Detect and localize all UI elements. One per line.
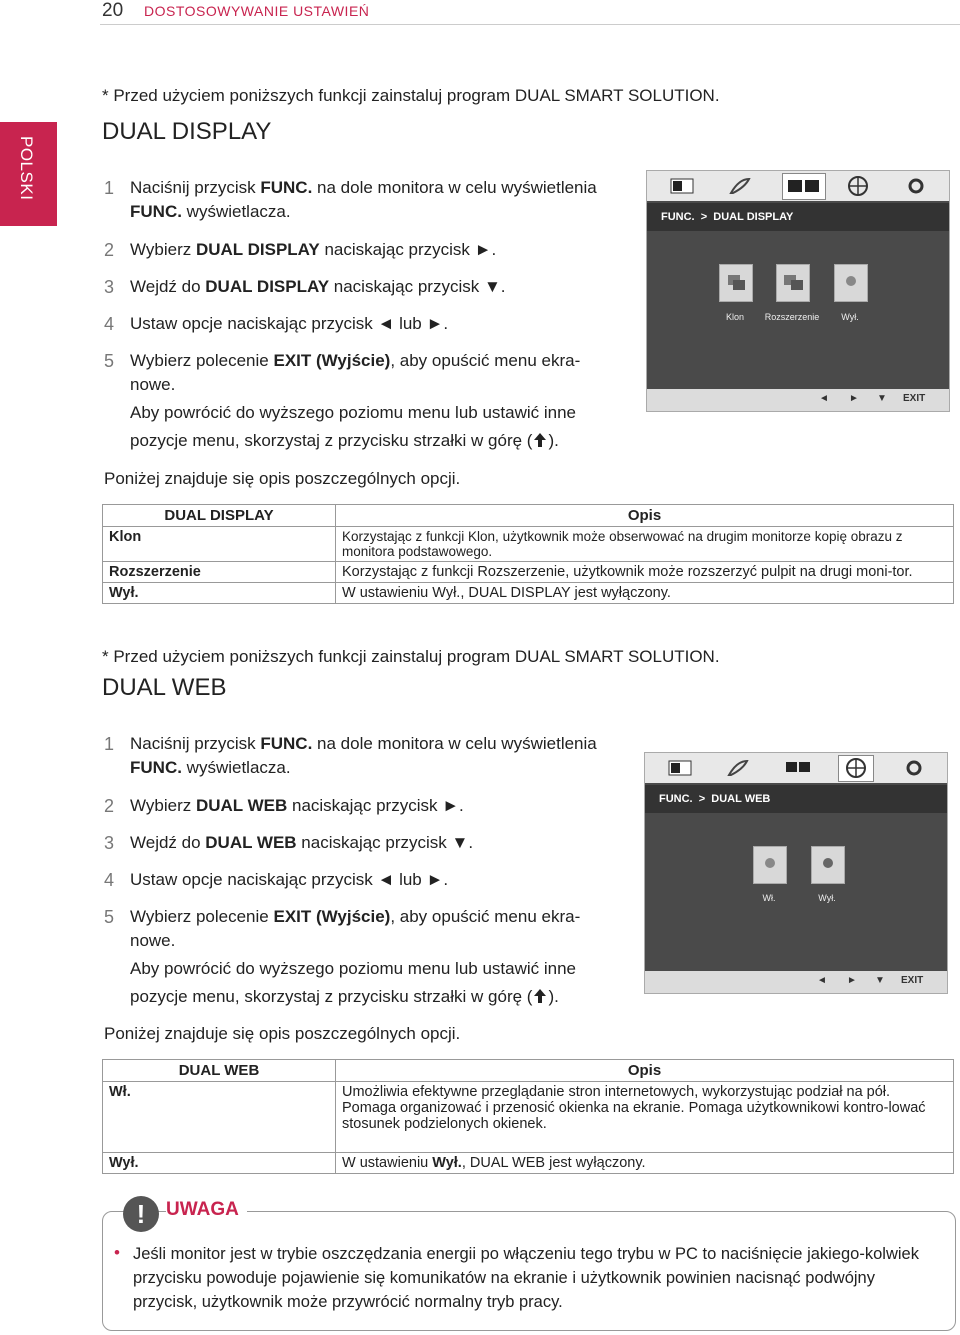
osd-option-wyl[interactable] (811, 846, 845, 884)
table-row (103, 562, 954, 583)
osd-label-wyl: Wył. (818, 893, 836, 903)
color-brush-icon (727, 175, 753, 197)
gear-icon (901, 757, 927, 779)
step-text: naciskając przycisk ►. (319, 240, 497, 259)
section-title-dual-web: DUAL WEB (102, 674, 227, 701)
step-text: Wybierz (130, 240, 196, 259)
osd-label-wyl: Wył. (841, 312, 859, 322)
page-header-title: DOSTOSOWYWANIE USTAWIEŃ (144, 3, 370, 19)
step-number: 1 (104, 734, 115, 754)
step-number: 2 (104, 796, 115, 816)
table-header-description: Opis (336, 1060, 954, 1082)
table-header-row (103, 1060, 954, 1082)
step-bold: FUNC. (130, 758, 182, 777)
caution-title: UWAGA (166, 1199, 247, 1221)
table-cell-key: Wył. (103, 1153, 336, 1174)
step-text: na dole monitora w celu wyświetlenia (312, 734, 597, 753)
step-number: 5 (104, 907, 115, 927)
step-number: 5 (104, 351, 115, 371)
bullet-icon: • (114, 1243, 120, 1262)
step-text: , aby opuścić menu ekra-nowe. (130, 907, 581, 950)
step-5 (104, 905, 624, 953)
osd-breadcrumb: FUNC. > DUAL WEB (645, 785, 947, 813)
step-number: 2 (104, 240, 115, 260)
gear-icon (903, 175, 929, 197)
osd-option-wl[interactable] (753, 846, 787, 884)
osd-option-rozszerzenie[interactable] (776, 264, 810, 302)
osd-footer (645, 971, 947, 993)
osd-breadcrumb: FUNC. > DUAL DISPLAY (647, 203, 949, 231)
table-header-row (103, 505, 954, 527)
install-note: * Przed użyciem poniższych funkcji zainstaluj program DUAL SMART SOLUTION. (102, 86, 720, 105)
table-cell-value: Korzystając z funkcji Klon, użytkownik może obserwować na drugim monitorze kopię obrazu z monitora podstawowego. (336, 527, 954, 562)
step-1 (104, 176, 624, 224)
step-bold: FUNC. (260, 178, 313, 197)
step-number: 3 (104, 833, 115, 853)
down-arrow-icon[interactable]: ▼ (875, 975, 885, 986)
step-text: Ustaw opcje naciskając przycisk ◄ lub ►. (130, 870, 449, 889)
up-arrow-icon (532, 985, 548, 1001)
step-bold: EXIT (Wyjście) (273, 351, 391, 370)
step-bold: DUAL DISPLAY (205, 277, 330, 296)
table-row (103, 583, 954, 604)
step-number: 3 (104, 277, 115, 297)
table-cell-value: W ustawieniu Wył., DUAL WEB jest wyłączony. (336, 1153, 954, 1174)
table-header-option: DUAL DISPLAY (103, 505, 336, 527)
up-arrow-icon (532, 429, 548, 445)
table-header-description: Opis (336, 505, 954, 527)
step-text: Ustaw opcje naciskając przycisk ◄ lub ►. (130, 314, 449, 333)
osd-label-rozszerzenie: Rozszerzenie (764, 312, 820, 322)
color-brush-icon (725, 757, 751, 779)
back-instruction-line2: pozycje menu, skorzystaj z przycisku strzałki w górę ( ). (130, 987, 559, 1006)
osd-icon-bar (647, 171, 949, 201)
back-instruction-line1: Aby powrócić do wyższego poziomu menu lub ustawić inne (130, 403, 577, 422)
picture-mode-icon (667, 757, 693, 779)
page-number: 20 (102, 0, 124, 21)
step-text: Naciśnij przycisk (130, 734, 261, 753)
left-arrow-icon[interactable]: ◄ (819, 393, 829, 404)
step-text: Wybierz polecenie (130, 907, 274, 926)
table-cell-key: Klon (103, 527, 336, 562)
step-bold: FUNC. (130, 202, 182, 221)
step-bold: DUAL WEB (195, 796, 288, 815)
table-cell-value: Korzystając z funkcji Rozszerzenie, użytkownik może rozszerzyć pulpit na drugi moni-tor. (336, 562, 954, 583)
table-cell-value: Umożliwia efektywne przeglądanie stron internetowych, wykorzystując podział na pół. Pomaga organizować i przenosić okienka na ekranie. Pomaga użytkownikowi kontro-lować stosunek podzielonych okienek. (336, 1082, 954, 1153)
step-text: , aby opuścić menu ekra-nowe. (130, 351, 581, 394)
osd-option-klon[interactable] (719, 264, 753, 302)
step-number: 1 (104, 178, 115, 198)
step-text: Wybierz (130, 796, 196, 815)
table-header-option: DUAL WEB (103, 1060, 336, 1082)
table-cell-key: Rozszerzenie (103, 562, 336, 583)
table-row (103, 1153, 954, 1174)
globe-icon (838, 755, 874, 782)
table-cell-key: Wył. (103, 583, 336, 604)
globe-icon (845, 175, 871, 197)
step-number: 4 (104, 870, 115, 890)
dual-display-icon (785, 757, 811, 779)
osd-option-wyl[interactable] (834, 264, 868, 302)
step-5 (104, 349, 624, 397)
step-3 (104, 275, 624, 299)
step-1 (104, 732, 624, 780)
install-note: * Przed użyciem poniższych funkcji zainstaluj program DUAL SMART SOLUTION. (102, 647, 720, 666)
options-intro: Poniżej znajduje się opis poszczególnych opcji. (104, 1024, 461, 1043)
step-4 (104, 312, 624, 336)
table-row (103, 1082, 954, 1153)
step-4 (104, 868, 624, 892)
language-tab (0, 122, 57, 226)
step-number: 4 (104, 314, 115, 334)
step-text: Wejdź do (130, 833, 206, 852)
step-text: Naciśnij przycisk (130, 178, 261, 197)
options-intro: Poniżej znajduje się opis poszczególnych opcji. (104, 469, 461, 488)
step-text: wyświetlacza. (181, 202, 291, 221)
down-arrow-icon[interactable]: ▼ (877, 393, 887, 404)
header-divider (100, 24, 960, 25)
caution-text: Jeśli monitor jest w trybie oszczędzania energii po włączeniu tego trybu w PC to naciśnięcie jakiego-kolwiek przycisku powoduje pojawienie się komunikatów na ekranie i użytkownik powinien nacisnąć podwójny przycisk, użytkownik może przywrócić normalny tryb pracy. (133, 1245, 919, 1311)
osd-exit-button[interactable]: EXIT (903, 393, 926, 404)
step-text: na dole monitora w celu wyświetlenia (312, 178, 597, 197)
osd-screen-dual-web (644, 752, 948, 994)
step-bold: DUAL DISPLAY (195, 240, 320, 259)
osd-screen-dual-display (646, 170, 950, 412)
table-cell-value: W ustawieniu Wył., DUAL DISPLAY jest wyłączony. (336, 583, 954, 604)
table-cell-key: Wł. (103, 1082, 336, 1153)
picture-mode-icon (669, 175, 695, 197)
left-arrow-icon[interactable]: ◄ (817, 975, 827, 986)
osd-label-wl: Wł. (762, 893, 776, 903)
dual-web-options-table (102, 1059, 954, 1174)
step-3 (104, 831, 624, 855)
step-bold: FUNC. (260, 734, 313, 753)
language-tab-label: POLSKI (17, 136, 36, 201)
warning-icon: ! (123, 1196, 159, 1232)
step-text: Wybierz polecenie (130, 351, 274, 370)
step-text: wyświetlacza. (181, 758, 291, 777)
osd-footer (647, 389, 949, 411)
dual-display-options-table (102, 504, 954, 604)
table-row (103, 527, 954, 562)
step-bold: DUAL WEB (205, 833, 297, 852)
right-arrow-icon[interactable]: ► (849, 393, 859, 404)
back-instruction-line2: pozycje menu, skorzystaj z przycisku strzałki w górę ( ). (130, 431, 559, 450)
step-2 (104, 238, 624, 262)
osd-icon-bar (645, 753, 947, 783)
step-text: naciskając przycisk ►. (287, 796, 464, 815)
step-text: naciskając przycisk ▼. (296, 833, 474, 852)
section-title-dual-display: DUAL DISPLAY (102, 118, 272, 145)
step-2 (104, 794, 624, 818)
osd-label-klon: Klon (725, 312, 744, 322)
right-arrow-icon[interactable]: ► (847, 975, 857, 986)
step-text: naciskając przycisk ▼. (329, 277, 506, 296)
back-instruction-line1: Aby powrócić do wyższego poziomu menu lub ustawić inne (130, 959, 577, 978)
osd-exit-button[interactable]: EXIT (901, 975, 924, 986)
step-bold: EXIT (Wyjście) (273, 907, 391, 926)
dual-display-icon (782, 173, 826, 200)
step-text: Wejdź do (130, 277, 206, 296)
